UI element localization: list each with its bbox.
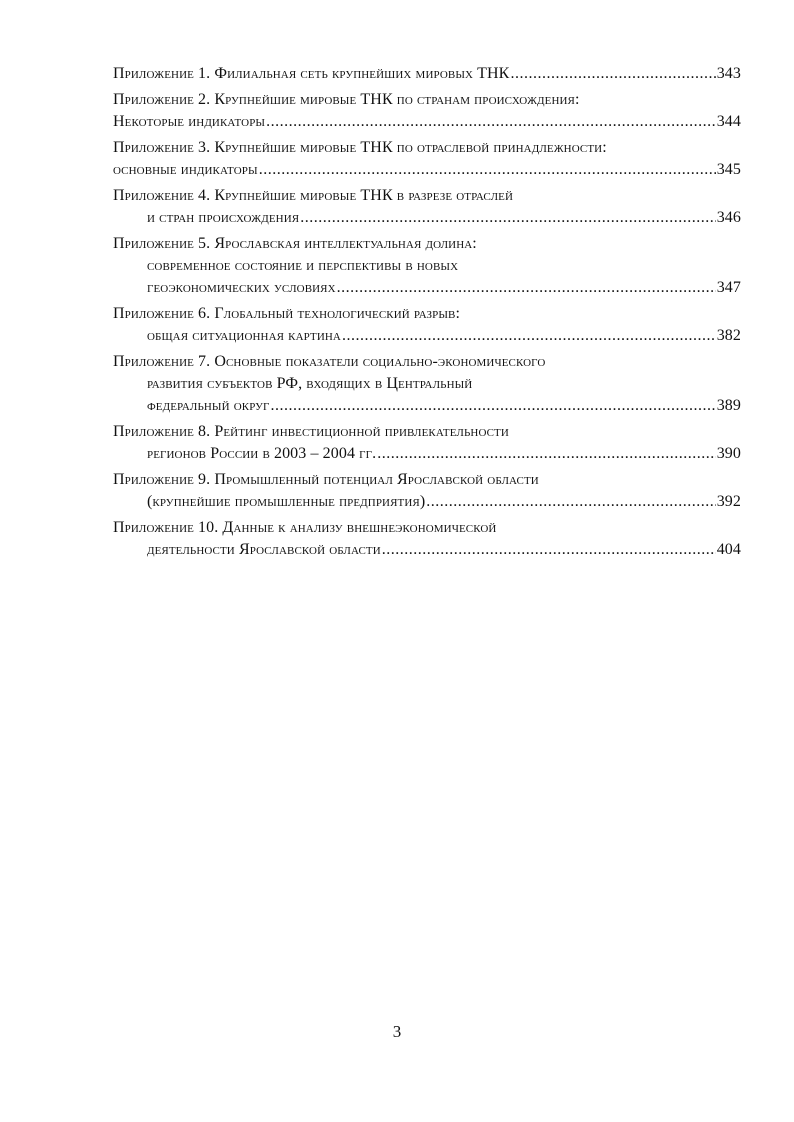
toc-line — [113, 89, 741, 111]
toc-line — [113, 539, 741, 561]
toc-page-number: 390 — [716, 445, 741, 462]
dot-leader — [337, 277, 716, 299]
toc-page-number: 347 — [716, 279, 741, 296]
page-number: 3 — [392, 1022, 402, 1041]
dot-leader — [266, 111, 716, 133]
toc-page-number: 404 — [716, 541, 741, 558]
toc-line — [113, 303, 741, 325]
toc-entry-appendix-5 — [113, 233, 741, 299]
toc-line — [113, 443, 741, 465]
toc-entry-title: Приложение 1. Филиальная сеть крупнейших мировых ТНК — [113, 65, 510, 82]
toc-line — [113, 111, 741, 133]
toc-entry-title: Приложение 4. Крупнейшие мировые ТНК в разрезе отраслей — [113, 187, 513, 204]
toc-entry-title: Приложение 3. Крупнейшие мировые ТНК по отраслевой принадлежности: — [113, 139, 607, 156]
dot-leader — [382, 539, 716, 561]
toc-entry-title-continued: геоэкономических условиях — [147, 279, 336, 296]
toc-line — [113, 159, 741, 181]
toc-entry-title: Приложение 10. Данные к анализу внешнеэкономической — [113, 519, 497, 536]
toc-entry-title-continued: и стран происхождения — [147, 209, 300, 226]
dot-leader — [377, 443, 715, 465]
dot-leader — [510, 63, 715, 85]
toc-entry-title-continued: регионов России в 2003 – 2004 гг. — [147, 445, 377, 462]
toc-page-number: 389 — [716, 397, 741, 414]
toc-entry-appendix-8 — [113, 421, 741, 465]
toc-entry-appendix-2 — [113, 89, 741, 133]
toc-entry-appendix-10 — [113, 517, 741, 561]
toc-page-number: 345 — [716, 161, 741, 178]
toc-entry-title-continued: Некоторые индикаторы — [113, 113, 266, 130]
toc-entry-appendix-9 — [113, 469, 741, 513]
toc-line — [113, 63, 741, 85]
toc-line — [113, 137, 741, 159]
toc-line — [113, 469, 741, 491]
dot-leader — [300, 207, 715, 229]
toc-entry-title: Приложение 5. Ярославская интеллектуальная долина: — [113, 235, 477, 252]
dot-leader — [271, 395, 716, 417]
toc-page-number: 382 — [716, 327, 741, 344]
toc-entry-title-continued: современное состояние и перспективы в новых — [147, 257, 459, 274]
toc-line — [113, 373, 741, 395]
toc-page-number: 392 — [716, 493, 741, 510]
toc-line — [113, 395, 741, 417]
toc-entry-title: Приложение 9. Промышленный потенциал Ярославской области — [113, 471, 539, 488]
toc-line — [113, 185, 741, 207]
toc-entry-appendix-1 — [113, 63, 741, 85]
dot-leader — [342, 325, 716, 347]
toc-entry-title-continued: (крупнейшие промышленные предприятия) — [147, 493, 426, 510]
toc-entry-title: Приложение 7. Основные показатели социально-экономического — [113, 353, 546, 370]
toc-line — [113, 351, 741, 373]
toc-page-number: 344 — [716, 113, 741, 130]
toc-entry-title-continued: основные индикаторы — [113, 161, 258, 178]
toc-line — [113, 421, 741, 443]
toc-line — [113, 491, 741, 513]
toc-line — [113, 325, 741, 347]
toc-entry-title-continued: общая ситуационная картина — [147, 327, 341, 344]
toc-line — [113, 233, 741, 255]
toc-entry-appendix-3 — [113, 137, 741, 181]
toc-line — [113, 255, 741, 277]
toc-line — [113, 517, 741, 539]
toc-entry-appendix-6 — [113, 303, 741, 347]
toc-page-number: 346 — [716, 209, 741, 226]
toc-entry-title-continued: развития субъектов РФ, входящих в Центральный — [147, 375, 473, 392]
dot-leader — [426, 491, 715, 513]
toc-entry-title-continued: деятельности Ярославской области — [147, 541, 381, 558]
toc-entry-appendix-7 — [113, 351, 741, 417]
toc-line — [113, 207, 741, 229]
toc-page-number: 343 — [716, 65, 741, 82]
toc-line — [113, 277, 741, 299]
toc-entry-title: Приложение 6. Глобальный технологический разрыв: — [113, 305, 460, 322]
dot-leader — [259, 159, 716, 181]
toc-entry-title: Приложение 8. Рейтинг инвестиционной привлекательности — [113, 423, 509, 440]
toc-entry-title-continued: федеральный округ — [147, 397, 270, 414]
toc-entry-appendix-4 — [113, 185, 741, 229]
table-of-contents — [113, 63, 741, 565]
toc-entry-title: Приложение 2. Крупнейшие мировые ТНК по странам происхождения: — [113, 91, 580, 108]
